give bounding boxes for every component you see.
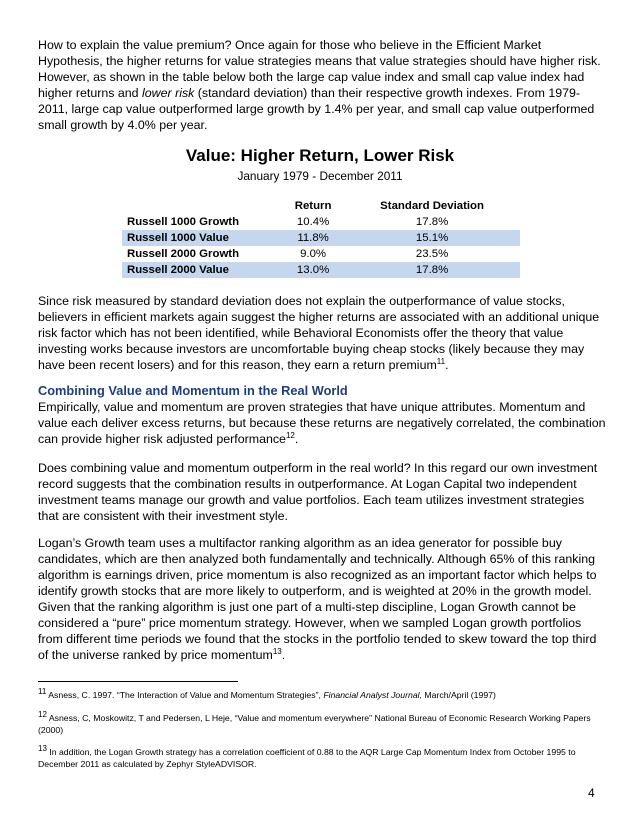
footnote-11: $^{11}$ Asness, C. 1997. “The Interaction of Value and Momentum Strategies”, Financial Analyst Journal, March/April (1997)	[38, 687, 496, 700]
footnote-12: $^{12}$ Asness, C, Moskowitz, T and Pedersen, L Heje, “Value and momentum everywhere” National Bureau of Economic Research Working Papers (2000)	[38, 710, 591, 735]
returns-table	[122, 198, 520, 278]
row-std-dev: 17.8%	[344, 262, 520, 278]
table-title: Value: Higher Return, Lower Risk	[185, 146, 455, 165]
row-return: 11.8%	[282, 230, 344, 246]
logan-growth-paragraph: Logan’s Growth team uses a multifactor ranking algorithm as an idea generator for possible buy candidates, which are then analyzed both fundamentally and technically. Although 65% of this ranking algorithm is earnings driven, price momentum is also recognized as an important factor which helps to identify growth stocks that are more likely to outperform, and is weighted at 20% in the growth model. Given that the ranking algorithm is just one part of a multi-step discipline, Logan Growth cannot be considered a “pure” price momentum strategy. However, when we sampled Logan growth portfolios from different time periods we found that the stocks in the portfolio tended to skew toward the top third of the universe ranked by price momentum$^{13}$.	[38, 536, 597, 662]
row-name: Russell 1000 Growth	[127, 216, 240, 228]
row-name: Russell 2000 Value	[122, 262, 282, 278]
risk-paragraph: Since risk measured by standard deviation does not explain the outperformance of value stocks, believers in efficient markets again suggest the higher returns are associated with an additional unique risk factor which has not been identified, while Behavioral Economists offer the theory that value investing works because investors are uncomfortable buying cheap stocks (likely because they may have been recent losers) and for this reason, they earn a return premium$^{11}$.	[38, 294, 600, 372]
footnote-ref-11: 11	[436, 356, 446, 366]
column-header-name	[122, 198, 282, 214]
column-header-std-dev: Standard Deviation	[380, 200, 484, 212]
table-row	[122, 262, 520, 278]
section-heading: Combining Value and Momentum in the Real World	[38, 383, 348, 398]
table-row	[122, 214, 520, 230]
row-return: 10.4%	[296, 216, 330, 228]
lower-risk-emphasis: lower risk	[142, 86, 195, 100]
row-return: 13.0%	[282, 262, 344, 278]
table-subtitle: January 1979 - December 2011	[237, 169, 403, 183]
column-header-return: Return	[294, 200, 332, 212]
row-return: 9.0%	[300, 248, 327, 260]
row-std-dev: 23.5%	[415, 248, 449, 260]
footnote-ref-13: 13	[272, 646, 282, 656]
page-number: 4	[588, 786, 595, 800]
table-header-row	[122, 198, 520, 214]
real-world-paragraph: Does combining value and momentum outperform in the real world? In this regard our own investment record suggests that the combination results in outperformance. At Logan Capital two independent investment teams manage our growth and value portfolios. Each team utilizes investment strategies that are consistent with their investment style.	[38, 461, 598, 523]
row-name: Russell 2000 Growth	[127, 248, 240, 260]
table-row	[122, 246, 520, 262]
row-std-dev: 17.8%	[415, 216, 449, 228]
row-name: Russell 1000 Value	[122, 230, 282, 246]
row-std-dev: 15.1%	[344, 230, 520, 246]
footnote-ref-12: 12	[285, 430, 295, 440]
empirical-paragraph: Empirically, value and momentum are proven strategies that have unique attributes. Momentum and value each deliver excess returns, but because these returns are negatively correlated, the combination can provide higher risk adjusted performance$^{12}$.	[38, 400, 606, 446]
footnote-13: $^{13}$ In addition, the Logan Growth strategy has a correlation coefficient of 0.88 to the AQR Large Cap Momentum Index from October 1995 to December 2011 as calculated by Zephyr StyleADVISOR.	[38, 744, 576, 769]
footnote-divider	[38, 681, 238, 682]
table-row	[122, 230, 520, 246]
intro-paragraph: How to explain the value premium? Once again for those who believe in the Efficient Market Hypothesis, the higher returns for value strategies means that value strategies should have higher risk. However, as shown in the table below both the large cap value index and small cap value index had higher returns and lower risk (standard deviation) than their respective growth indexes. From 1979-2011, large cap value outperformed large growth by 1.4% per year, and small cap value outperformed small growth by 4.0% per year.	[38, 38, 601, 132]
